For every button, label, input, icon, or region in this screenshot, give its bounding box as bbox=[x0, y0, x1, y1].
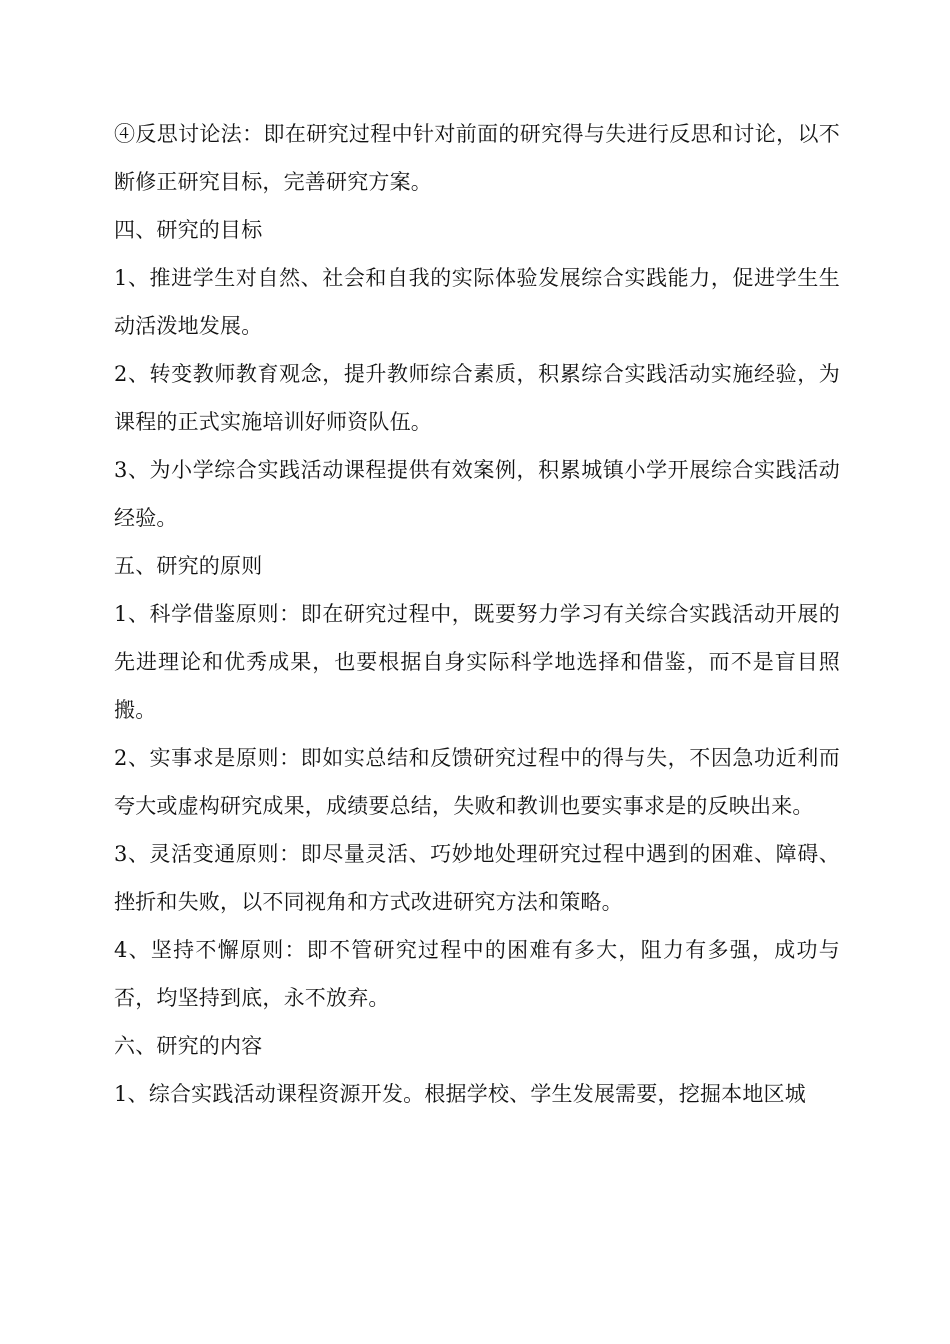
paragraph-principle-2: 2、实事求是原则：即如实总结和反馈研究过程中的得与失，不因急功近利而夸大或虚构研究成果，成绩要总结，失败和教训也要实事求是的反映出来。 bbox=[114, 746, 840, 818]
paragraph-goal-3: 3、为小学综合实践活动课程提供有效案例，积累城镇小学开展综合实践活动经验。 bbox=[114, 458, 840, 530]
paragraph-principle-1: 1、科学借鉴原则：即在研究过程中，既要努力学习有关综合实践活动开展的先进理论和优秀成果，也要根据自身实际科学地选择和借鉴，而不是盲目照搬。 bbox=[114, 602, 840, 722]
paragraph-goal-1: 1、推进学生对自然、社会和自我的实际体验发展综合实践能力，促进学生生动活泼地发展。 bbox=[114, 266, 840, 338]
paragraph-content-1: 1、综合实践活动课程资源开发。根据学校、学生发展需要，挖掘本地区城 bbox=[114, 1082, 806, 1106]
paragraph-goal-2: 2、转变教师教育观念，提升教师综合素质，积累综合实践活动实施经验，为课程的正式实施培训好师资队伍。 bbox=[114, 362, 840, 434]
document-page bbox=[114, 110, 840, 1118]
heading-research-content: 六、研究的内容 bbox=[114, 1034, 263, 1058]
heading-research-principles: 五、研究的原则 bbox=[114, 554, 263, 578]
paragraph-principle-4: 4、坚持不懈原则：即不管研究过程中的困难有多大，阻力有多强，成功与否，均坚持到底，永不放弃。 bbox=[114, 938, 840, 1010]
paragraph-method-reflection: ④反思讨论法：即在研究过程中针对前面的研究得与失进行反思和讨论，以不断修正研究目标，完善研究方案。 bbox=[114, 122, 840, 194]
paragraph-principle-3: 3、灵活变通原则：即尽量灵活、巧妙地处理研究过程中遇到的困难、障碍、挫折和失败，以不同视角和方式改进研究方法和策略。 bbox=[114, 842, 840, 914]
heading-research-goals: 四、研究的目标 bbox=[114, 218, 263, 242]
